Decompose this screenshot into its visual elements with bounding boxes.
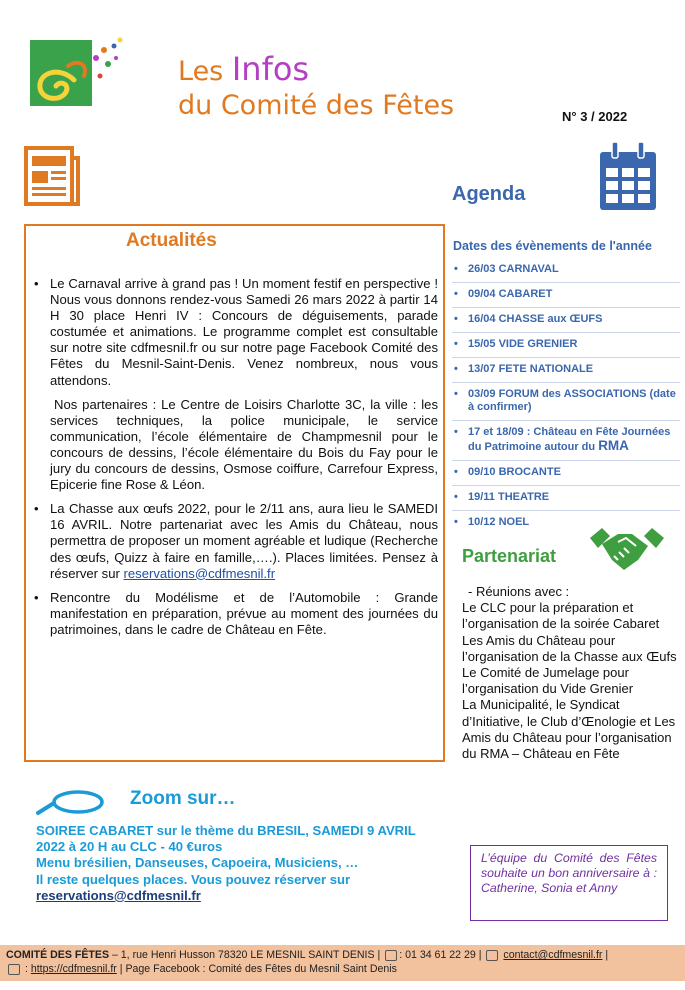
agenda-subtitle: Dates des évènements de l'année xyxy=(453,239,652,253)
partenariat-line: La Municipalité, le Syndicat d’Initiative, le Club d’Œnologie et Les Amis du Château pour l’organisation du RMA – Château en Fête xyxy=(462,697,676,762)
agenda-item: • 13/07 FETE NATIONALE xyxy=(452,363,680,383)
zoom-line: Il reste quelques places. Vous pouvez réserver sur xyxy=(36,871,351,887)
newspaper-icon xyxy=(20,146,82,208)
agenda-item: • 26/03 CARNAVAL xyxy=(452,263,680,283)
footer-separator: | xyxy=(602,949,609,961)
calendar-icon xyxy=(598,140,658,212)
partenariat-content xyxy=(462,584,678,762)
zoom-heading: Zoom sur… xyxy=(130,788,236,809)
actu-chasse-text: La Chasse aux œufs 2022, pour le 2/11 ans, aura lieu le SAMEDI 16 AVRIL. Notre partenariat avec les Amis du Château, nous permettra de proposer un moment agréable et ludique (Recherche des œufs, Quizz à faire en famille,….). Places limitées. Pensez à réserver sur xyxy=(50,501,438,581)
issue-number: N° 3 / 2022 xyxy=(562,109,628,124)
actu-item-chasse xyxy=(34,501,438,581)
agenda-item: • 15/05 VIDE GRENIER xyxy=(452,338,680,358)
newsletter-subtitle: du Comité des Fêtes xyxy=(178,90,455,121)
comite-logo xyxy=(30,36,130,108)
partenariat-line: Le Comité de Jumelage pour l’organisation du Vide Grenier xyxy=(462,665,634,697)
agenda-item: • 09/04 CABARET xyxy=(452,288,680,308)
title-prefix: Les xyxy=(178,56,232,87)
actualites-content xyxy=(34,276,438,646)
actu-partners: Nos partenaires : Le Centre de Loisirs Charlotte 3C, la ville : les services techniques, la police municipale, le service communication, l’école élémentaire de Champmesnil pour le concours de dessins, l’école élémentaire du Bois du Fay pour le jury du concours de dessins, Osmose coiffure, Carrefour Express, Epicerie fine Rose & Léon. xyxy=(50,396,438,493)
footer-org: COMITÉ DES FÊTES xyxy=(6,949,110,961)
footer-phone: : 01 34 61 22 29 | xyxy=(399,949,485,961)
partenariat-line: Les Amis du Château pour l’organisation de la Chasse aux Œufs xyxy=(462,632,677,664)
agenda-item: • 10/12 NOEL xyxy=(452,516,680,535)
agenda-item: • 19/11 THEATRE xyxy=(452,491,680,511)
agenda-item: • 09/10 BROCANTE xyxy=(452,466,680,486)
footer-site-link[interactable]: https://cdfmesnil.fr xyxy=(30,963,117,975)
reservations-link[interactable]: reservations@cdfmesnil.fr xyxy=(123,565,276,581)
email-icon xyxy=(486,950,498,961)
agenda-item: • 16/04 CHASSE aux ŒUFS xyxy=(452,313,680,333)
phone-icon xyxy=(385,950,397,961)
footer-address: – 1, rue Henri Husson 78320 LE MESNIL SAINT DENIS | xyxy=(109,949,384,961)
actu-item-carnaval: • Le Carnaval arrive à grand pas ! Un moment festif en perspective ! Nous vous donnons rendez-vous Samedi 26 mars 2022 à partir 14 H 30 place Henri IV : Concours de déguisements, parade costumée et animations. Le programme complet est consultable sur notre site cdfmesnil.fr ou sur notre page Facebook Comité des Fêtes du Mesnil-Saint-Denis. Venez nombreux, nous vous attendons. xyxy=(34,276,438,389)
zoom-line: SOIREE CABARET sur le thème du BRESIL, SAMEDI 9 AVRIL 2022 à 20 H au CLC - 40 €uros xyxy=(36,823,416,855)
zoom-line: Menu brésilien, Danseuses, Capoeira, Musiciens, … xyxy=(36,855,359,871)
footer-facebook: | Page Facebook : Comité des Fêtes du Mesnil Saint Denis xyxy=(116,963,397,975)
zoom-reservation-link[interactable]: reservations@cdfmesnil.fr xyxy=(36,887,201,903)
birthday-message: L’équipe du Comité des Fêtes souhaite un bon anniversaire à : Catherine, Sonia et Anny xyxy=(470,845,668,921)
agenda-item: • 03/09 FORUM des ASSOCIATIONS (date à confirmer) xyxy=(452,388,680,421)
actualites-heading: Actualités xyxy=(126,230,217,251)
zoom-content xyxy=(36,823,446,904)
agenda-item-text: 17 et 18/09 : Château en Fête Journées du Patrimoine autour du xyxy=(468,426,671,453)
actu-item-modelisme: • Rencontre du Modélisme et de l’Automobile : Grande manifestation en préparation, prévue au moment des journées du patrimoines, dans le cadre de Château en Fête. xyxy=(34,590,438,638)
handshake-icon xyxy=(588,520,666,576)
partenariat-heading: Partenariat xyxy=(462,546,557,566)
agenda-heading: Agenda xyxy=(452,183,526,205)
website-icon xyxy=(8,964,20,975)
footer: COMITÉ DES FÊTES – 1, rue Henri Husson 78320 LE MESNIL SAINT DENIS | : 01 34 61 22 29 | contact@cdfmesnil.fr | : https://cdfmesnil.fr | Page Facebook : Comité des Fêtes du Mesnil Saint Denis xyxy=(0,945,685,981)
agenda-item-rma: RMA xyxy=(598,438,629,453)
partenariat-line: Le CLC pour la préparation et l’organisation de la soirée Cabaret xyxy=(462,600,660,632)
footer-email-link[interactable]: contact@cdfmesnil.fr xyxy=(503,949,603,961)
partenariat-intro: - Réunions avec : xyxy=(468,584,570,599)
agenda-list xyxy=(452,263,680,540)
title-highlight: Infos xyxy=(231,50,310,88)
magnifier-icon xyxy=(36,789,106,817)
newsletter-title xyxy=(178,50,309,88)
agenda-item xyxy=(452,426,680,461)
